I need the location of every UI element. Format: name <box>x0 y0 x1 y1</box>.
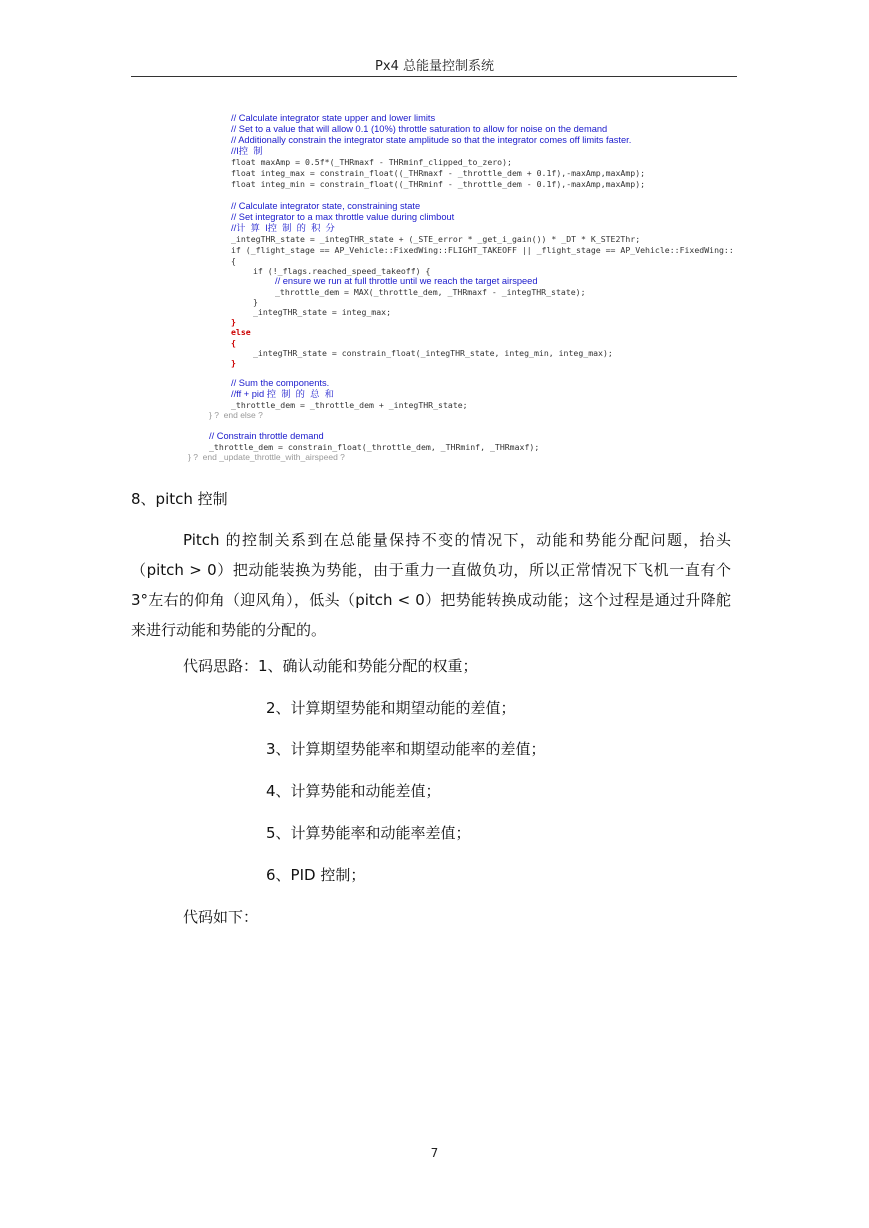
code-line: _integTHR_state = constrain_float(_integTHR_state, integ_min, integ_max); <box>253 348 613 358</box>
code-line: else <box>231 327 251 337</box>
code-line: //计 算 I控 制 的 积 分 <box>231 223 335 233</box>
code-line: { <box>231 256 236 266</box>
step-item: 1、确认动能和势能分配的权重； <box>258 657 478 675</box>
code-line: _integTHR_state = _integTHR_state + (_STE_error * _get_i_gain()) * _DT * K_STE2Thr; <box>231 234 641 244</box>
code-line: float maxAmp = 0.5f*(_THRmaxf - THRminf_clipped_to_zero); <box>231 157 512 167</box>
code-line: // Additionally constrain the integrator state amplitude so that the integrator comes off limits faster. <box>231 135 632 145</box>
page-header-title: Px4 总能量控制系统 <box>375 59 494 74</box>
code-idea-label-text: 代码思路： <box>183 657 259 675</box>
code-line: } <box>231 317 236 327</box>
code-line: _throttle_dem = constrain_float(_throttle_dem, _THRminf, _THRmaxf); <box>209 442 540 452</box>
code-line: float integ_min = constrain_float((_THRminf - _throttle_dem - 0.1f),-maxAmp,maxAmp); <box>231 179 646 189</box>
code-line: // Constrain throttle demand <box>209 431 324 441</box>
code-line: } <box>231 358 236 368</box>
code-line: } ? end _update_throttle_with_airspeed ? <box>188 452 345 462</box>
code-line: //ff + pid 控 制 的 总 和 <box>231 389 334 399</box>
code-block <box>0 0 869 470</box>
code-label: 代码如下： <box>183 908 259 926</box>
code-line: } <box>253 297 258 307</box>
code-idea-label <box>183 655 478 676</box>
code-line: _integTHR_state = integ_max; <box>253 307 392 317</box>
code-line: if (_flight_stage == AP_Vehicle::FixedWing::FLIGHT_TAKEOFF || _flight_stage == AP_Vehicle::FixedWing:: <box>231 245 734 255</box>
code-line: //I控 制 <box>231 146 263 156</box>
code-line: // Calculate integrator state upper and lower limits <box>231 113 436 123</box>
code-line: _throttle_dem = _throttle_dem + _integTHR_state; <box>231 400 468 410</box>
step-item: 4、计算势能和动能差值； <box>266 782 441 800</box>
code-line: // ensure we run at full throttle until we reach the target airspeed <box>275 276 538 286</box>
code-line: // Sum the components. <box>231 378 330 388</box>
code-line: { <box>231 338 236 348</box>
code-line: // Set to a value that will allow 0.1 (10%) throttle saturation to allow for noise on the demand <box>231 124 608 134</box>
code-line: } ? end else ? <box>209 410 263 420</box>
paragraph-pitch-control: Pitch 的控制关系到在总能量保持不变的情况下，动能和势能分配问题，抬头（pitch > 0）把动能装换为势能，由于重力一直做负功，所以正常情况下飞机一直有个 3°左右的仰角（迎风角），低头（pitch < 0）把势能转换成动能；这个过程是通过升降舵来进行动能和势能的分配的。 <box>131 531 731 639</box>
step-item: 3、计算期望势能率和期望动能率的差值； <box>266 740 546 758</box>
step-item: 2、计算期望势能和期望动能的差值； <box>266 699 516 717</box>
code-line: float integ_max = constrain_float((_THRmaxf - _throttle_dem + 0.1f),-maxAmp,maxAmp); <box>231 168 646 178</box>
code-line: // Calculate integrator state, constraining state <box>231 201 421 211</box>
step-item: 5、计算势能率和动能率差值； <box>266 824 471 842</box>
code-line: if (!_flags.reached_speed_takeoff) { <box>253 266 431 276</box>
code-line: // Set integrator to a max throttle value during climbout <box>231 212 455 222</box>
page-number: 7 <box>430 1146 439 1160</box>
step-item: 6、PID 控制； <box>266 866 366 884</box>
section-heading: 8、pitch 控制 <box>131 490 228 508</box>
code-line: _throttle_dem = MAX(_throttle_dem, _THRmaxf - _integTHR_state); <box>275 287 586 297</box>
